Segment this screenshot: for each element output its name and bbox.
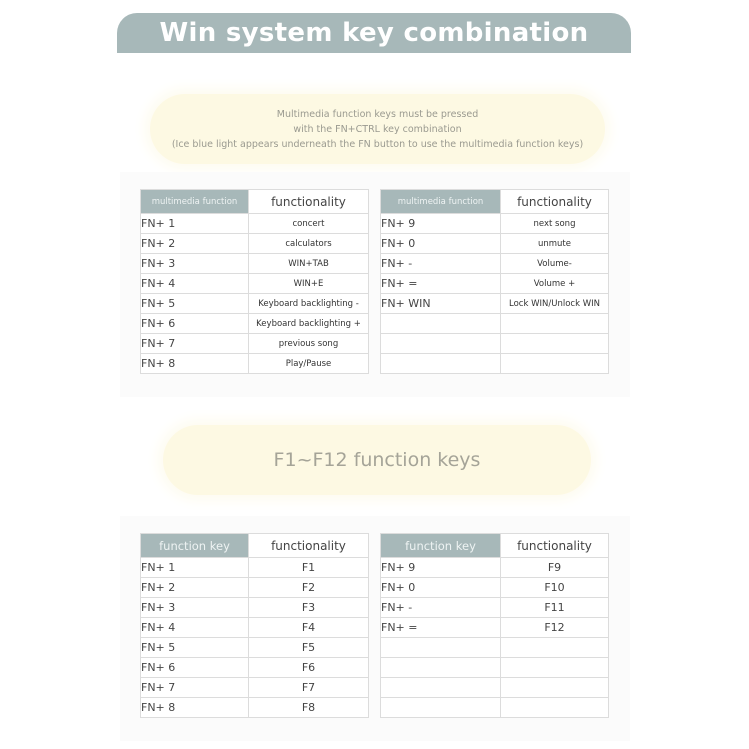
key-combo-cell: FN+ 4 (141, 618, 249, 638)
key-combo-cell: FN+ 9 (381, 558, 501, 578)
header-key: multimedia function (141, 190, 249, 214)
functionality-cell: WIN+E (249, 274, 369, 294)
functionality-cell: F1 (249, 558, 369, 578)
functionality-cell: F7 (249, 678, 369, 698)
key-combo-cell (381, 698, 501, 718)
table-row (141, 658, 369, 678)
table-row (141, 314, 369, 334)
functionality-cell: next song (501, 214, 609, 234)
table-row (141, 558, 369, 578)
multimedia-note (150, 94, 605, 164)
key-combo-cell (381, 314, 501, 334)
key-combo-cell: FN+ = (381, 274, 501, 294)
multimedia-table-left (140, 189, 369, 374)
key-combo-cell: FN+ 7 (141, 334, 249, 354)
functionality-cell: F11 (501, 598, 609, 618)
functionality-cell: Keyboard backlighting + (249, 314, 369, 334)
key-combo-cell: FN+ 0 (381, 234, 501, 254)
fkeys-section-banner (163, 425, 591, 495)
functionality-cell (501, 354, 609, 374)
table-row (141, 254, 369, 274)
functionality-cell: Volume- (501, 254, 609, 274)
table-row (381, 638, 609, 658)
functionality-cell (501, 678, 609, 698)
table-row (381, 214, 609, 234)
header-functionality: functionality (249, 534, 369, 558)
functionality-cell: F8 (249, 698, 369, 718)
key-combo-cell: FN+ 1 (141, 558, 249, 578)
functionality-cell: F2 (249, 578, 369, 598)
table-row (381, 354, 609, 374)
functionality-cell (501, 658, 609, 678)
functionality-cell: previous song (249, 334, 369, 354)
table-row (381, 558, 609, 578)
table-row (141, 234, 369, 254)
table-row (381, 658, 609, 678)
functionality-cell: F3 (249, 598, 369, 618)
functionality-cell: concert (249, 214, 369, 234)
note-line-1: Multimedia function keys must be pressed (276, 108, 479, 120)
key-combo-cell: FN+ 9 (381, 214, 501, 234)
table-row (381, 698, 609, 718)
key-combo-cell: FN+ 6 (141, 658, 249, 678)
key-combo-cell (381, 334, 501, 354)
functionality-cell: F5 (249, 638, 369, 658)
key-combo-cell: FN+ 6 (141, 314, 249, 334)
title-banner (117, 13, 631, 53)
table-row (141, 354, 369, 374)
key-combo-cell: FN+ 5 (141, 294, 249, 314)
functionality-cell: F10 (501, 578, 609, 598)
functionality-cell (501, 638, 609, 658)
key-combo-cell: FN+ - (381, 254, 501, 274)
functionality-cell: F9 (501, 558, 609, 578)
key-combo-cell: FN+ 5 (141, 638, 249, 658)
functionality-cell: F6 (249, 658, 369, 678)
functionality-cell: Lock WIN/Unlock WIN (501, 294, 609, 314)
functionality-cell: unmute (501, 234, 609, 254)
table-row (381, 314, 609, 334)
table-row (381, 618, 609, 638)
table-row (141, 578, 369, 598)
functionality-cell: Volume + (501, 274, 609, 294)
key-combo-cell: FN+ 3 (141, 598, 249, 618)
key-combo-cell (381, 638, 501, 658)
page-title: Win system key combination (159, 18, 589, 48)
multimedia-table-right (380, 189, 609, 374)
key-combo-cell: FN+ WIN (381, 294, 501, 314)
functionality-cell: F4 (249, 618, 369, 638)
functionality-cell: F12 (501, 618, 609, 638)
fkey-table-left (140, 533, 369, 718)
functionality-cell (501, 698, 609, 718)
key-combo-cell: FN+ 3 (141, 254, 249, 274)
header-functionality: functionality (501, 534, 609, 558)
functionality-cell: Play/Pause (249, 354, 369, 374)
note-line-2: with the FN+CTRL key combination (293, 123, 462, 135)
key-combo-cell: FN+ 2 (141, 578, 249, 598)
key-combo-cell: FN+ 4 (141, 274, 249, 294)
key-combo-cell: FN+ 7 (141, 678, 249, 698)
key-combo-cell: FN+ 1 (141, 214, 249, 234)
key-combo-cell: FN+ 0 (381, 578, 501, 598)
table-row (381, 598, 609, 618)
key-combo-cell (381, 354, 501, 374)
table-row (381, 578, 609, 598)
table-row (381, 254, 609, 274)
key-combo-cell: FN+ 8 (141, 698, 249, 718)
table-row (381, 334, 609, 354)
header-functionality: functionality (249, 190, 369, 214)
table-row (141, 698, 369, 718)
table-row (141, 334, 369, 354)
table-row (381, 274, 609, 294)
key-combo-cell: FN+ - (381, 598, 501, 618)
fkey-table-right (380, 533, 609, 718)
key-combo-cell (381, 658, 501, 678)
key-combo-cell: FN+ 8 (141, 354, 249, 374)
table-row (381, 678, 609, 698)
table-row (141, 294, 369, 314)
functionality-cell: Keyboard backlighting - (249, 294, 369, 314)
table-row (141, 214, 369, 234)
functionality-cell (501, 334, 609, 354)
table-row (381, 294, 609, 314)
functionality-cell: calculators (249, 234, 369, 254)
key-combo-cell: FN+ = (381, 618, 501, 638)
table-row (141, 274, 369, 294)
table-row (141, 618, 369, 638)
functionality-cell (501, 314, 609, 334)
key-combo-cell (381, 678, 501, 698)
header-functionality: functionality (501, 190, 609, 214)
header-key: multimedia function (381, 190, 501, 214)
table-row (381, 234, 609, 254)
fkeys-section-title: F1~F12 function keys (273, 449, 481, 471)
key-combo-cell: FN+ 2 (141, 234, 249, 254)
table-row (141, 638, 369, 658)
functionality-cell: WIN+TAB (249, 254, 369, 274)
table-row (141, 598, 369, 618)
header-key: function key (141, 534, 249, 558)
table-row (141, 678, 369, 698)
header-key: function key (381, 534, 501, 558)
note-line-3: (Ice blue light appears underneath the FN button to use the multimedia function keys) (171, 138, 584, 150)
